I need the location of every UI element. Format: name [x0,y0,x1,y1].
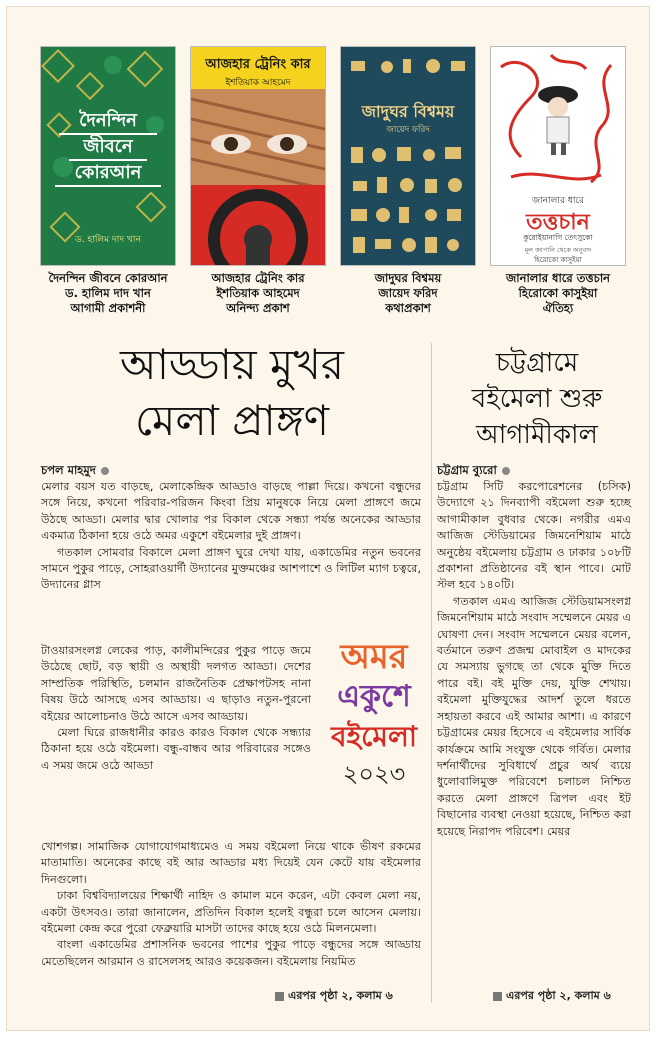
main-headline[interactable] [47,337,417,449]
caption-title: আজহার ট্রেনিং কার [211,271,305,285]
cover2-author: ইশতিয়াক আহমেদ [225,78,291,88]
caption-publisher: ঐতিহ্য [542,301,574,315]
caption-publisher: অনিন্দ্য প্রকাশ [226,301,290,315]
amar-ekushe-boimela-logo [319,637,429,827]
caption-title: জানালার ধারে তত্তচান [505,271,611,285]
main-jump-line[interactable] [275,987,393,1006]
cover2-title: আজহার ট্রেনিং কার [205,57,311,72]
logo-line3: বইমেলা [331,720,417,753]
main-headline-line1: আড্ডায় মুখর [120,340,344,389]
side-paragraph-1: চট্টগ্রাম সিটি করপোরেশনের (চসিক) উদ্যোগে ২১ দিনব্যাপী বইমেলা শুরু হচ্ছে আগামীকাল বুধবার থেকে। নগরীর এমএ আজিজ স্টেডিয়ামের জিমনেশিয়াম মাঠে অনুষ্ঠেয় বইমেলায় চট্টগ্রাম ও ঢাকার ১০৮টি প্রকাশনা প্রতিষ্ঠানের বই স্থান পাবে। মোট স্টল হবে ১৪০টি। [437,480,631,592]
jump-text: এরপর পৃষ্ঠা ২, কলাম ৬ [506,989,611,1002]
caption-author: হিরোকো কাসুইয়া [518,286,598,300]
caption-publisher: কথাপ্রকাশ [385,301,431,315]
cover1-title-line1: দৈনন্দিন [59,109,157,135]
caption-title: দৈনন্দিন জীবনে কোরআন [48,271,168,285]
cover1-title-line3: কোরআন [55,161,161,187]
caption-author: ইশতিয়াক আহমেদ [216,286,300,300]
side-body [437,479,631,840]
side-headline[interactable] [437,345,637,453]
byline-dot-icon [101,467,109,475]
side-headline-line1: চট্টগ্রামে [495,348,579,378]
cover3-title: জাদুঘর বিশ্বময় [361,102,455,121]
cover3-author: জায়েদ ফরিদ [386,125,430,135]
main-body-bottom [41,839,421,970]
cover4-title: তত্তচান [526,210,590,235]
book-cover-1[interactable] [41,47,175,265]
main-paragraph-2: গতকাল সোমবার বিকালে মেলা প্রাঙ্গণ ঘুরে দেখা যায়, একাডেমির নতুন ভবনের সামনে পুকুর পাড়ে, সোহরাওয়ার্দী উদ্যানের মুক্তমঞ্চের আশপাশে ও লিটিল ম্যাগ চত্বরে, উদ্যানের গ্লাস [41,545,421,592]
newspaper-page [6,6,650,1031]
jump-square-icon [493,992,502,1001]
byline-dot-icon [502,467,510,475]
museum-artifacts-icon [341,47,475,265]
logo-line2: একুশে [337,679,411,714]
book-cover-3[interactable] [341,47,475,265]
girl-illustration-icon [491,47,625,197]
book-caption-1 [33,271,183,316]
main-paragraph-5: বাংলা একাডেমির প্রশাসনিক ভবনের পাশের পুকুর পাড়ে বন্ধুদের সঙ্গে আড্ডায় মেতেছিলেন আরমান ও রাসেলসহ আরও কয়েকজন। বইমেলায় নিয়মিত [41,938,421,968]
jump-square-icon [275,992,284,1001]
byline-text: চট্টগ্রাম ব্যুরো [437,463,497,477]
main-paragraph-2b: টাওয়ারসংলগ্ন লেকের পাড়, কালীমন্দিরের পুকুর পাড়ে জমে উঠেছে ছোট, বড় স্থায়ী ও অস্থায়ী দলগত আড্ডা। দেশের সাম্প্রতিক পরিস্থিতি, চলমান রাজনৈতিক প্রেক্ষাপটসহ নানা বিষয় উঠে আসছে এসব আড্ডায়। এ ছাড়াও নতুন-পুরনো বইয়ের আলোচনাও উঠে আসে এসব আড্ডায়। [41,644,311,723]
side-jump-line[interactable] [493,987,611,1006]
caption-author: জায়েদ ফরিদ [378,286,438,300]
book-caption-4 [483,271,633,316]
eyes-steering-wheel-icon [191,89,325,265]
main-paragraph-3: মেলা ঘিরে রাজধানীর কারও কারও বিকাল থেকে সন্ধ্যার ঠিকানা হয়ে ওঠে বইমেলা। বন্ধু-বান্ধব আর পরিবারের সঙ্গেও এ সময় জমে ওঠে আড্ডা [41,726,311,772]
cover4-author: কুরোইয়ানাগি তেৎসুকো [523,233,593,242]
logo-line1: অমর [340,637,408,677]
jump-text: এরপর পৃষ্ঠা ২, কলাম ৬ [288,989,393,1002]
caption-publisher: আগামী প্রকাশনী [70,301,146,315]
book-cover-4[interactable] [491,47,625,265]
main-body-top [41,479,421,594]
side-headline-line3: আগামীকাল [476,420,598,450]
cover4-translator-line: মূল জাপানি থেকে অনুবাদ [524,246,592,254]
cover4-translator: হিরোকো কাসুইয়া [534,256,582,264]
cover4-title-top: জানালার ধারে [532,196,584,206]
main-paragraph-4: ঢাকা বিশ্ববিদ্যালয়ের শিক্ষার্থী নাহিদ ও কামাল মনে করেন, এটা কেবল মেলা নয়, একটা উৎসবও। তারা জানালেন, প্রতিদিন বিকাল হলেই বন্ধুরা চলে আসেন মেলায়। বইমেলা কেন্দ্র করে পুরো ফেব্রুয়ারি মাসটা তাদের কাছে হয়ে ওঠে মিলনমেলা। [41,889,421,936]
byline-text: চপল মাহমুদ [41,463,96,477]
column-divider [431,343,432,1003]
cover1-author: ড. হালিম দাদ খান [75,235,141,245]
logo-year: ২০২৩ [342,760,406,788]
cover1-title-line2: জীবনে [69,135,147,161]
main-paragraph-1: মেলার বয়স যত বাড়ছে, মেলাকেন্দ্রিক আড্ডাও বাড়ছে পাল্লা দিয়ে। কখনো বন্ধুদের সঙ্গে নিয়ে, কখনো পরিবার-পরিজন কিংবা প্রিয় মানুষকে নিয়ে মেলা প্রাঙ্গণে জমে উঠছে আড্ডা। মেলার দ্বার খোলার পর বিকাল থেকে সন্ধ্যা পর্যন্ত অনেকের আড্ডার একমাত্র ঠিকানা হয়ে ওঠে অমর একুশে বইমেলার দুই প্রাঙ্গণ। [41,480,421,543]
book-caption-3 [333,271,483,316]
book-cover-2[interactable] [191,47,325,265]
side-headline-line2: বইমেলা শুরু [471,384,603,414]
main-paragraph-3b: খোশগল্প। সামাজিক যোগাযোগমাধ্যমেও এ সময় বইমেলা নিয়ে থাকে ভীষণ রকমের মাতামাতি। অনেকের কাছে বই আর আড্ডার মধ্য দিয়েই যেন কেটে যায় বইমেলার দিনগুলো। [41,840,421,886]
main-headline-line2: মেলা প্রাঙ্গণ [135,396,329,445]
caption-title: জাদুঘর বিশ্বময় [374,271,442,285]
book-caption-2 [183,271,333,316]
main-body-narrow [41,643,311,774]
caption-author: ড. হালিম দাদ খান [65,286,151,300]
side-paragraph-2: গতকাল এমএ আজিজ স্টেডিয়ামসংলগ্ন জিমনেশিয়াম মাঠে সংবাদ সম্মেলনে মেয়র এ ঘোষণা দেন। সংবাদ সম্মেলনে মেয়র বলেন, বর্তমানে তরুণ প্রজন্ম মোবাইল ও মাদকের যে সমস্যায় ভুগছে তা থেকে মুক্তি দিতে পারে বই। বই মুক্তি দেয়, যুক্তি শেখায়। বইমেলা মুক্তিযুদ্ধের আদর্শ তুলে ধরতে সহায়তা করবে এই আমার আশা। এ কারণে চট্টগ্রামের মেয়র হিসেবে এ বইমেলার সার্বিক কার্যক্রমে আমি সংযুক্ত থেকে গর্বিত। মেলার দর্শনার্থীদের সুবিধার্থে প্রচুর অর্থ ব্যয়ে ধুলোবালিমুক্ত পরিবেশে চলাচল নিশ্চিত করতে মেলা প্রাঙ্গণে ত্রিপল এবং ইট বিছানোর ব্যবস্থা নেওয়া হয়েছে, নিশ্চিত করা হয়েছে নিরাপদ পরিবেশ। মেয়র [437,594,631,838]
